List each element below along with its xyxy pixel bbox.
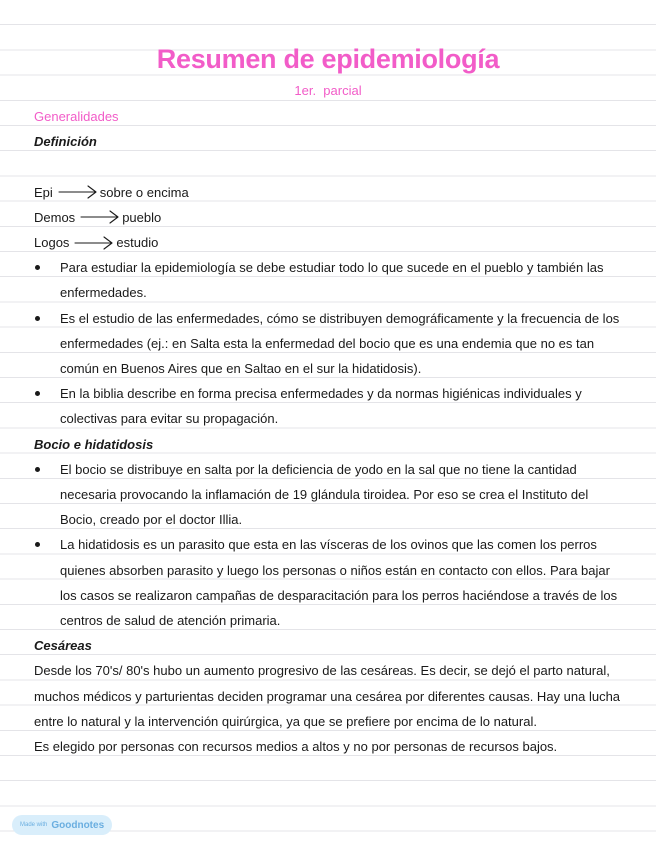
etymology-row (34, 205, 624, 230)
etymology-meaning: estudio (116, 234, 159, 250)
arrow-right-icon (58, 185, 98, 199)
list-item: Para estudiar la epidemiología se debe estudiar todo lo que sucede en el pueblo y también las enfermedades. (34, 255, 624, 305)
heading-bocio: Bocio e hidatidosis (34, 436, 154, 452)
etymology-term: Demos (34, 209, 76, 225)
etymology-row (34, 230, 624, 255)
badge-brand: Goodnotes (51, 819, 105, 831)
heading-definicion: Definición (34, 134, 97, 150)
etymology-meaning: pueblo (122, 209, 162, 225)
etymology-term: Epi (34, 184, 53, 200)
page-subtitle: 1er. parcial (294, 83, 362, 98)
goodnotes-badge (12, 815, 112, 835)
etymology-meaning: sobre o encima (99, 184, 189, 200)
list-item: Es el estudio de las enfermedades, cómo se distribuyen demográficamente y la frecuencia de los enfermedades (ej.: en Salta esta la enfermedad del bocio que es una endemia que no es tan común en Buenos Aires que en Saltao en el sur la hidatidosis). (34, 306, 624, 382)
section-title-generalidades: Generalidades (34, 109, 119, 124)
arrow-right-icon (74, 236, 114, 250)
arrow-right-icon (80, 210, 120, 224)
bullet-list-bocio (34, 457, 624, 633)
list-item: El bocio se distribuye en salta por la deficiencia de yodo en la sal que no tiene la cantidad necesaria provocando la inflamación de 19 glándula tiroidea. Por eso se crea el Instituto del Bocio, creado por el doctor Illia. (34, 457, 624, 533)
page-title: Resumen de epidemiología (156, 44, 500, 74)
heading-cesareas: Cesáreas (34, 638, 92, 654)
blank-line (34, 154, 624, 179)
paragraph: Desde los 70's/ 80's hubo un aumento progresivo de las cesáreas. Es decir, se dejó el parto natural, muchos médicos y parturientas deciden programar una cesárea por diferentes causas. Hay una lucha entre lo natural y la intervención quirúrgica, ya que se prefiere por encima de lo natural. (34, 663, 621, 729)
etymology-row (34, 180, 624, 205)
etymology-term: Logos (34, 234, 70, 250)
list-item: La hidatidosis es un parasito que esta en las vísceras de los ovinos que las comen los perros quienes absorben parasito y luego los personas o niños están en contacto con ellos. Para bajar los casos se realizaron campañas de desparacitación para los perros haciéndose a través de los centros de salud de atención primaria. (34, 532, 624, 633)
list-item: En la biblia describe en forma precisa enfermedades y da normas higiénicas individuales y colectivas para evitar su propagación. (34, 381, 624, 431)
bullet-list-definicion (34, 255, 624, 431)
note-content (34, 104, 624, 759)
paragraph: Es elegido por personas con recursos medios a altos y no por personas de recursos bajos. (34, 739, 558, 755)
badge-prefix: Made with (20, 822, 48, 828)
